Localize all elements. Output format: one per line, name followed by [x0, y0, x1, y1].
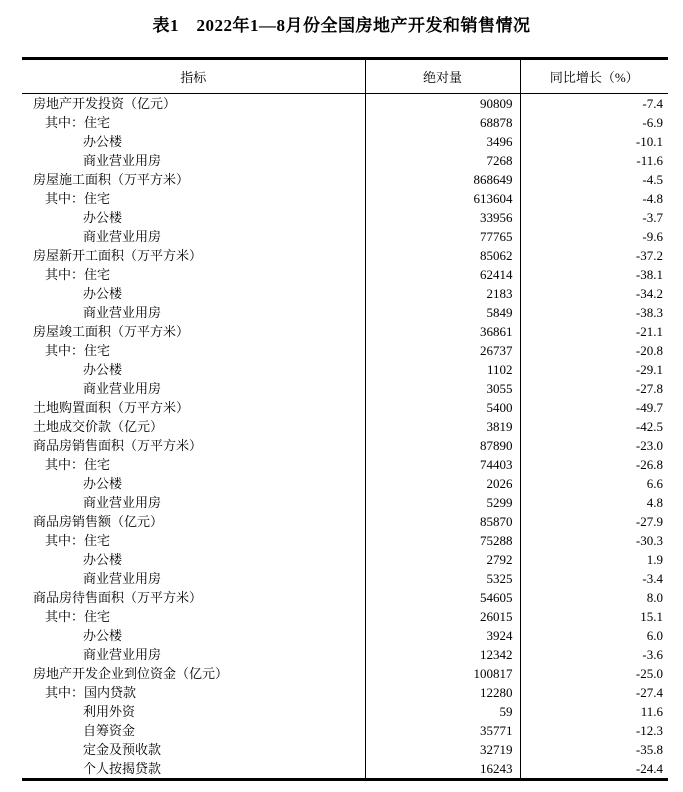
absolute-value-cell: 90809	[365, 94, 520, 114]
indicator-cell: 商业营业用房	[22, 227, 365, 246]
growth-value-cell: -3.4	[642, 571, 663, 586]
table-row	[22, 493, 668, 512]
table-row	[22, 740, 668, 759]
table-row	[22, 322, 668, 341]
indicator-cell: 办公楼	[22, 284, 365, 303]
absolute-value-cell: 85062	[365, 246, 520, 265]
absolute-value-cell: 3924	[365, 626, 520, 645]
indicator-cell: 其中：住宅	[22, 113, 365, 132]
table-row	[22, 341, 668, 360]
indicator-cell: 其中：住宅	[22, 265, 365, 284]
indicator-cell: 商业营业用房	[22, 493, 365, 512]
absolute-value-cell: 62414	[365, 265, 520, 284]
indicator-cell: 个人按揭贷款	[22, 759, 365, 780]
absolute-value-cell: 59	[365, 702, 520, 721]
table-row	[22, 683, 668, 702]
growth-value-cell: -35.8	[635, 742, 663, 757]
absolute-value-cell: 5849	[365, 303, 520, 322]
absolute-value-cell: 5400	[365, 398, 520, 417]
table-row	[22, 284, 668, 303]
col-header-indicator: 指标	[22, 59, 365, 94]
indicator-cell: 其中：住宅	[22, 607, 365, 626]
table-row	[22, 417, 668, 436]
growth-value-cell: -20.8	[635, 343, 663, 358]
indicator-cell: 其中：住宅	[22, 455, 365, 474]
growth-value-cell: -3.6	[642, 647, 663, 662]
absolute-value-cell: 7268	[365, 151, 520, 170]
growth-value-cell: 1.9	[646, 552, 663, 567]
growth-value-cell: -27.4	[635, 685, 663, 700]
absolute-value-cell: 3055	[365, 379, 520, 398]
absolute-value-cell: 74403	[365, 455, 520, 474]
table-row	[22, 246, 668, 265]
table-row	[22, 474, 668, 493]
growth-value-cell: -24.4	[635, 761, 663, 776]
growth-value-cell: -3.7	[642, 210, 663, 225]
indicator-cell: 商业营业用房	[22, 151, 365, 170]
absolute-value-cell: 868649	[365, 170, 520, 189]
table-row	[22, 151, 668, 170]
absolute-value-cell: 3819	[365, 417, 520, 436]
growth-value-cell: -4.5	[642, 172, 663, 187]
indicator-cell: 其中：住宅	[22, 189, 365, 208]
indicator-cell: 房屋新开工面积（万平方米）	[22, 246, 365, 265]
indicator-cell: 办公楼	[22, 626, 365, 645]
growth-value-cell: -25.0	[635, 666, 663, 681]
table-row	[22, 398, 668, 417]
absolute-value-cell: 87890	[365, 436, 520, 455]
indicator-cell: 商品房销售额（亿元）	[22, 512, 365, 531]
absolute-value-cell: 2792	[365, 550, 520, 569]
indicator-cell: 房屋竣工面积（万平方米）	[22, 322, 365, 341]
indicator-cell: 房地产开发投资（亿元）	[22, 94, 365, 114]
indicator-cell: 自筹资金	[22, 721, 365, 740]
absolute-value-cell: 1102	[365, 360, 520, 379]
growth-value-cell: -30.3	[635, 533, 663, 548]
indicator-cell: 办公楼	[22, 474, 365, 493]
growth-value-cell: -49.7	[635, 400, 663, 415]
growth-value-cell: -38.1	[635, 267, 663, 282]
indicator-cell: 商品房待售面积（万平方米）	[22, 588, 365, 607]
indicator-cell: 商业营业用房	[22, 645, 365, 664]
col-header-absolute: 绝对量	[365, 59, 520, 94]
growth-value-cell: -6.9	[642, 115, 663, 130]
table-row	[22, 569, 668, 588]
table-row	[22, 208, 668, 227]
growth-value-cell: -34.2	[635, 286, 663, 301]
growth-value-cell: 6.6	[646, 476, 663, 491]
indicator-cell: 其中：住宅	[22, 531, 365, 550]
table-row	[22, 227, 668, 246]
table-row	[22, 132, 668, 151]
growth-value-cell: -29.1	[635, 362, 663, 377]
growth-value-cell: -9.6	[642, 229, 663, 244]
indicator-cell: 房地产开发企业到位资金（亿元）	[22, 664, 365, 683]
growth-value-cell: -27.9	[635, 514, 663, 529]
absolute-value-cell: 5325	[365, 569, 520, 588]
growth-value-cell: 4.8	[646, 495, 663, 510]
table-row	[22, 436, 668, 455]
table-row	[22, 702, 668, 721]
absolute-value-cell: 77765	[365, 227, 520, 246]
indicator-cell: 利用外资	[22, 702, 365, 721]
table-row	[22, 607, 668, 626]
growth-value-cell: -27.8	[635, 381, 663, 396]
table-row	[22, 379, 668, 398]
absolute-value-cell: 33956	[365, 208, 520, 227]
growth-value-cell: -12.3	[635, 723, 663, 738]
table-row	[22, 759, 668, 780]
col-header-growth: 同比增长（%）	[520, 59, 668, 94]
absolute-value-cell: 36861	[365, 322, 520, 341]
indicator-cell: 商业营业用房	[22, 569, 365, 588]
absolute-value-cell: 2026	[365, 474, 520, 493]
growth-value-cell: -23.0	[635, 438, 663, 453]
table-header	[22, 59, 668, 94]
growth-value-cell: -42.5	[635, 419, 663, 434]
header-row	[22, 59, 668, 94]
indicator-cell: 商品房销售面积（万平方米）	[22, 436, 365, 455]
indicator-cell: 其中：住宅	[22, 341, 365, 360]
growth-value-cell: 6.0	[646, 628, 663, 643]
table-row	[22, 360, 668, 379]
absolute-value-cell: 26737	[365, 341, 520, 360]
indicator-cell: 房屋施工面积（万平方米）	[22, 170, 365, 189]
table-row	[22, 550, 668, 569]
table-row	[22, 645, 668, 664]
growth-value-cell: -7.4	[642, 96, 663, 111]
indicator-cell: 办公楼	[22, 132, 365, 151]
growth-value-cell: 8.0	[646, 590, 663, 605]
absolute-value-cell: 32719	[365, 740, 520, 759]
growth-value-cell: -26.8	[635, 457, 663, 472]
growth-value-cell: 15.1	[640, 609, 663, 624]
absolute-value-cell: 54605	[365, 588, 520, 607]
absolute-value-cell: 26015	[365, 607, 520, 626]
indicator-cell: 定金及预收款	[22, 740, 365, 759]
table-row	[22, 664, 668, 683]
growth-value-cell: -11.6	[636, 153, 663, 168]
indicator-cell: 土地购置面积（万平方米）	[22, 398, 365, 417]
growth-value-cell: -21.1	[635, 324, 663, 339]
absolute-value-cell: 85870	[365, 512, 520, 531]
table-row	[22, 94, 668, 114]
table-row	[22, 265, 668, 284]
absolute-value-cell: 12342	[365, 645, 520, 664]
table-row	[22, 531, 668, 550]
table-row	[22, 512, 668, 531]
absolute-value-cell: 2183	[365, 284, 520, 303]
absolute-value-cell: 75288	[365, 531, 520, 550]
table-row	[22, 303, 668, 322]
table-row	[22, 189, 668, 208]
table-row	[22, 455, 668, 474]
table-row	[22, 113, 668, 132]
growth-value-cell: -38.3	[635, 305, 663, 320]
absolute-value-cell: 613604	[365, 189, 520, 208]
table-row	[22, 626, 668, 645]
absolute-value-cell: 3496	[365, 132, 520, 151]
indicator-cell: 商业营业用房	[22, 379, 365, 398]
table-row	[22, 721, 668, 740]
indicator-cell: 办公楼	[22, 550, 365, 569]
absolute-value-cell: 5299	[365, 493, 520, 512]
table-title: 表1 2022年1—8月份全国房地产开发和销售情况	[152, 16, 531, 35]
absolute-value-cell: 35771	[365, 721, 520, 740]
absolute-value-cell: 100817	[365, 664, 520, 683]
indicator-cell: 商业营业用房	[22, 303, 365, 322]
absolute-value-cell: 68878	[365, 113, 520, 132]
table-row	[22, 170, 668, 189]
growth-value-cell: -4.8	[642, 191, 663, 206]
indicator-cell: 办公楼	[22, 360, 365, 379]
growth-value-cell: -10.1	[635, 134, 663, 149]
table-body	[22, 94, 668, 780]
stats-table	[22, 57, 668, 781]
absolute-value-cell: 16243	[365, 759, 520, 780]
table-row	[22, 588, 668, 607]
indicator-cell: 土地成交价款（亿元）	[22, 417, 365, 436]
growth-value-cell: -37.2	[635, 248, 663, 263]
indicator-cell: 办公楼	[22, 208, 365, 227]
indicator-cell: 其中：国内贷款	[22, 683, 365, 702]
growth-value-cell: 11.6	[640, 704, 663, 719]
absolute-value-cell: 12280	[365, 683, 520, 702]
